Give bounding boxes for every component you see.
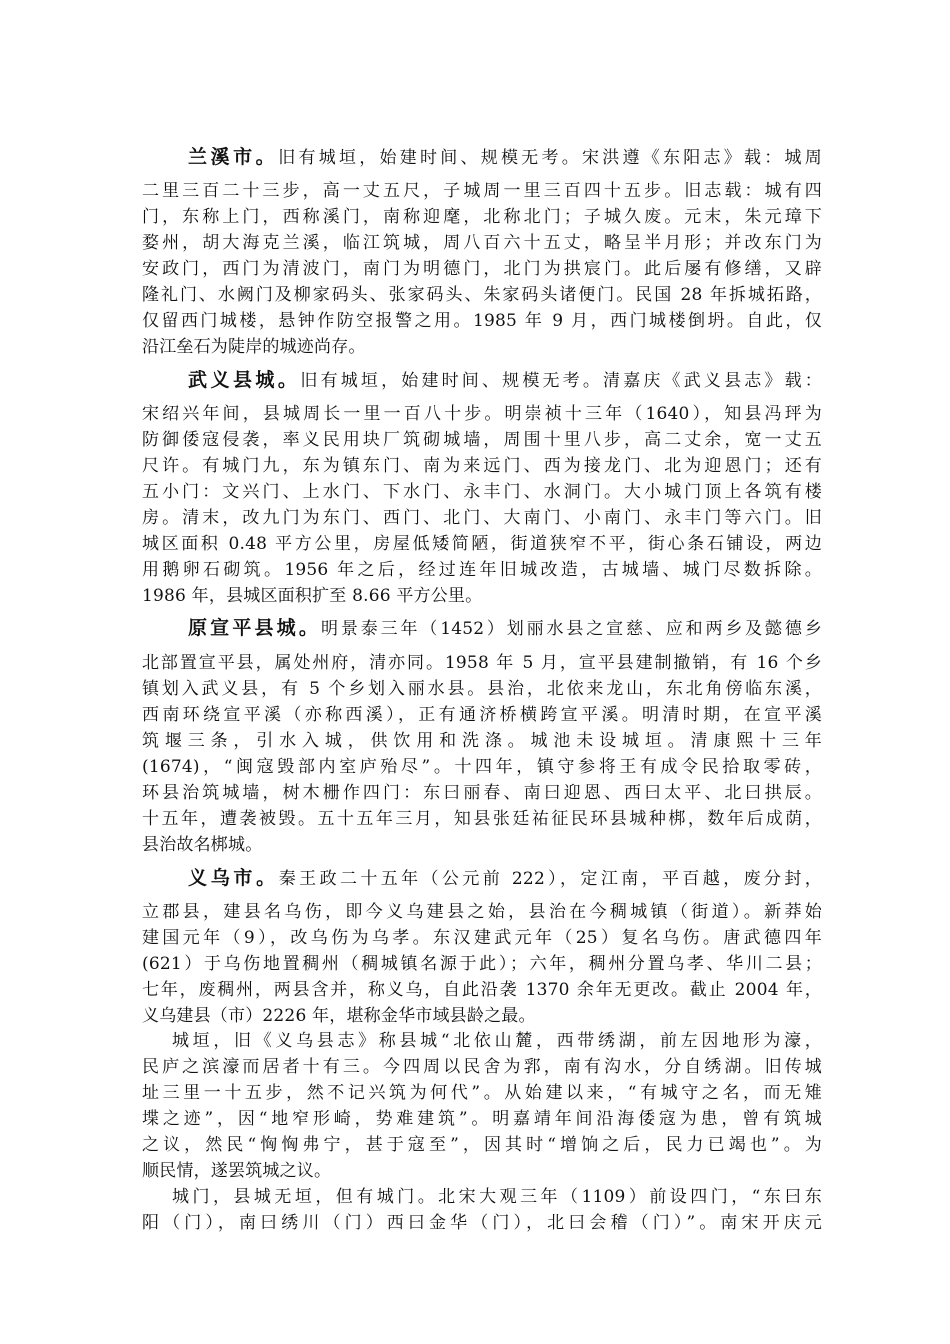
paragraph-line: 立郡县，建县名乌伤，即今义乌建县之始，县治在今稠城镇（街道）。新莽始 [142, 902, 822, 922]
paragraph-line: 门，东称上门，西称溪门，南称迎麾，北称北门；子城久废。元末，朱元璋下 [142, 207, 822, 227]
section-lanxi-first-line: 兰溪市。旧有城垣，始建时间、规模无考。宋洪遵《东阳志》载：城周 [188, 146, 822, 168]
paragraph-gate-first-line: 城门，县城无垣，但有城门。北宋大观三年（1109）前设四门，“东曰东 [172, 1187, 822, 1207]
paragraph-line: 阳（门），南曰绣川（门）西曰金华（门），北曰会稽（门）”。南宋开庆元 [142, 1213, 822, 1233]
paragraph-line: 安政门，西门为清波门，南门为明德门，北门为拱宸门。此后屡有修缮，又辟 [142, 259, 822, 279]
paragraph-line: 婺州，胡大海克兰溪，临江筑城，周八百六十五丈，略呈半月形；并改东门为 [142, 233, 822, 253]
paragraph-line: 五小门：文兴门、上水门、下水门、永丰门、水洞门。大小城门顶上各筑有楼 [142, 482, 822, 502]
paragraph-wall-first-line: 城垣，旧《义乌县志》称县城“北依山麓，西带绣湖，前左因地形为濠， [172, 1031, 822, 1051]
section-yiwu-first-line: 义乌市。秦王政二十五年（公元前 222），定江南，平百越，废分封， [188, 867, 822, 889]
paragraph-line: 建国元年（9），改乌伤为乌孝。东汉建武元年（25）复名乌伤。唐武德四年 [142, 928, 822, 948]
paragraph-line: 宋绍兴年间，县城周长一里一百八十步。明崇祯十三年（1640），知县冯玶为 [142, 404, 822, 424]
paragraph-line: 县治故名梆城。 [142, 835, 263, 855]
paragraph-line: 仅留西门城楼，悬钟作防空报警之用。1985 年 9 月，西门城楼倒坍。自此，仅 [142, 311, 822, 331]
section-wuyi-first-line: 武义县城。旧有城垣，始建时间、规模无考。清嘉庆《武义县志》载： [188, 369, 822, 391]
paragraph-line: 义乌建县（市）2226 年，堪称金华市域县龄之最。 [142, 1006, 536, 1026]
paragraph-line: 镇划入武义县，有 5 个乡划入丽水县。县治，北依来龙山，东北角傍临东溪， [142, 679, 822, 699]
section-heading-wuyi: 武义县城。 [188, 369, 301, 391]
paragraph-line: 沿江垒石为陡岸的城迹尚存。 [142, 337, 366, 357]
paragraph-line: 筑堰三条，引水入城，供饮用和洗涤。城池未设城垣。清康熙十三年 [142, 731, 822, 751]
paragraph-line: 北部置宣平县，属处州府，清亦同。1958 年 5 月，宣平县建制撤销，有 16 个乡 [142, 653, 822, 673]
paragraph-line: 址三里一十五步，然不记兴筑为何代”。从始建以来，“有城守之名，而无雉 [142, 1083, 822, 1103]
paragraph-line: 隆礼门、水阙门及柳家码头、张家码头、朱家码头诸便门。民国 28 年拆城拓路， [142, 285, 822, 305]
section-heading-lanxi: 兰溪市。 [188, 146, 279, 168]
paragraph-line: 尺许。有城门九，东为镇东门、南为来远门、西为接龙门、北为迎恩门；还有 [142, 456, 822, 476]
paragraph-line: 之议，然民“恟恟弗宁，甚于寇至”，因其时“增饷之后，民力已竭也”。为 [142, 1135, 822, 1155]
paragraph-line: (1674)，“闽寇毁部内室庐殆尽”。十四年，镇守参将王有成令民拾取零砖， [142, 757, 822, 777]
paragraph-line: 防御倭寇侵袭，率义民用块厂筑砌城墙，周围十里八步，高二丈余，宽一丈五 [142, 430, 822, 450]
paragraph-line: 房。清末，改九门为东门、西门、北门、大南门、小南门、永丰门等六门。旧 [142, 508, 822, 528]
section-heading-xuanping: 原宣平县城。 [188, 617, 321, 639]
paragraph-line: 十五年，遭袭被毁。五十五年三月，知县张廷祐征民环县城种梆，数年后成荫， [142, 809, 822, 829]
section-xuanping-first-line: 原宣平县城。明景泰三年（1452）划丽水县之宣慈、应和两乡及懿德乡 [188, 617, 822, 639]
paragraph-line: (621）于乌伤地置稠州（稠城镇名源于此）；六年，稠州分置乌孝、华川二县； [142, 954, 822, 974]
paragraph-line: 堞之迹”，因“地窄形崎，势难建筑”。明嘉靖年间沿海倭寇为患，曾有筑城 [142, 1109, 822, 1129]
paragraph-line: 民庐之滨濠而居者十有三。今四周以民舍为郛，南有沟水，分自绣湖。旧传城 [142, 1057, 822, 1077]
paragraph-line: 用鹅卵石砌筑。1956 年之后，经过连年旧城改造，古城墙、城门尽数拆除。 [142, 560, 822, 580]
section-heading-yiwu: 义乌市。 [188, 867, 279, 889]
paragraph-line: 西南环绕宣平溪（亦称西溪），正有通济桥横跨宣平溪。明清时期，在宣平溪 [142, 705, 822, 725]
paragraph-line: 顺民情，遂罢筑城之议。 [142, 1161, 332, 1181]
paragraph-line: 城区面积 0.48 平方公里，房屋低矮简陋，街道狭窄不平，街心条石铺设，两边 [142, 534, 822, 554]
paragraph-line: 七年，废稠州，两县含并，称义乌，自此沿袭 1370 余年无更改。截止 2004 年， [142, 980, 822, 1000]
paragraph-line: 1986 年，县城区面积扩至 8.66 平方公里。 [142, 586, 483, 606]
paragraph-line: 环县治筑城墙，树木栅作四门：东曰丽春、南曰迎恩、西曰太平、北曰拱辰。 [142, 783, 822, 803]
paragraph-line: 二里三百二十三步，高一丈五尺，子城周一里三百四十五步。旧志载：城有四 [142, 181, 822, 201]
